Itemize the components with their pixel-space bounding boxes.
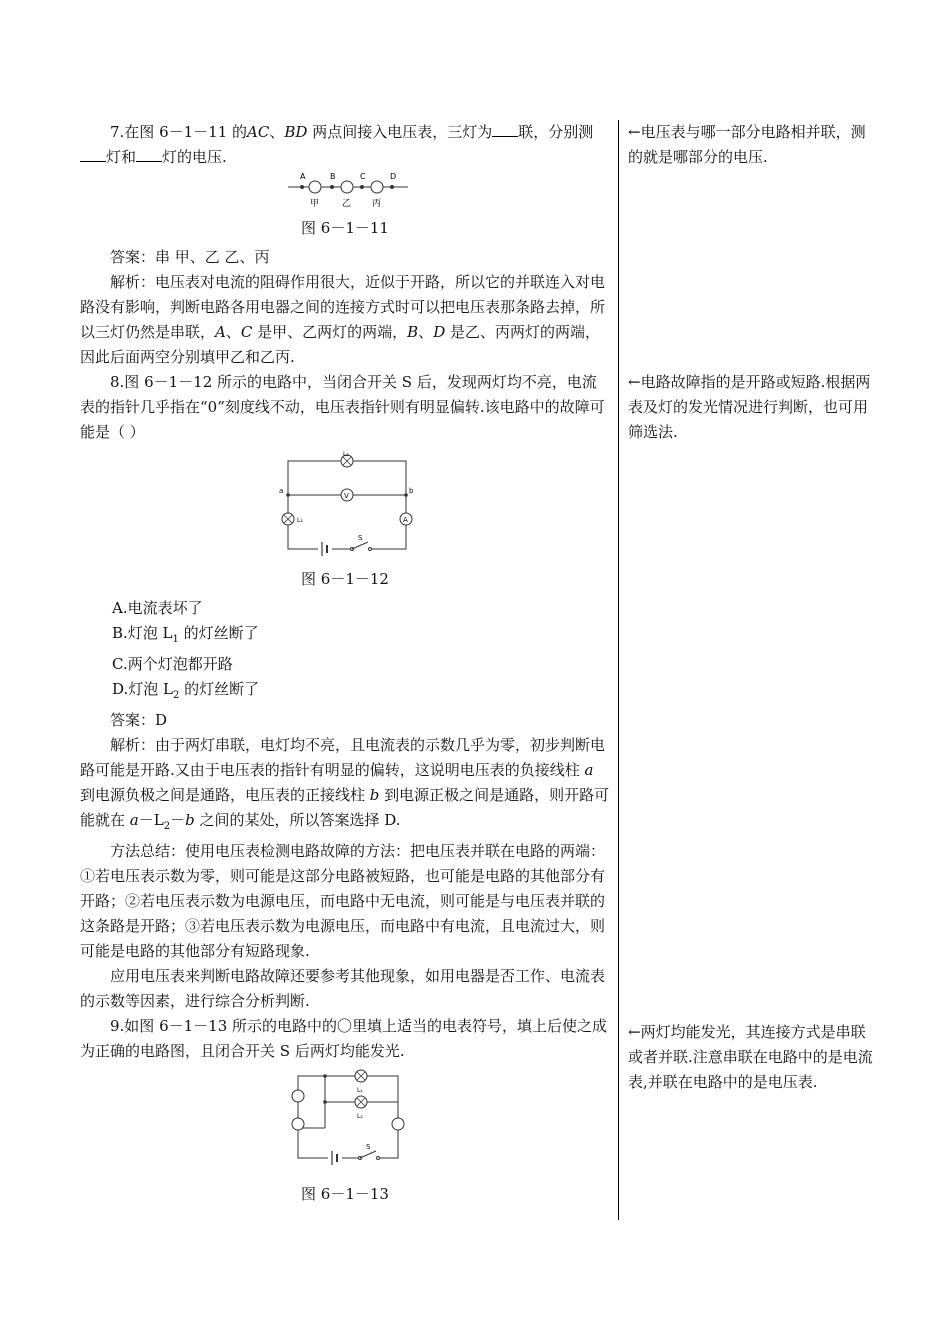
q8-answer: 答案：D: [110, 711, 168, 729]
fig12-label-l1: L₁: [297, 517, 303, 524]
q7-analysis: 解析：电压表对电流的阻碍作用很大，近似于开路，所以它的并联连入对电路没有影响，判断电路各用电器之间的连接方式时可以把电压表那条路去掉，所以三灯仍然是串联，A、C 是甲、乙两灯的两端，B、D 是乙、丙两灯的两端，因此后面两空分别填甲乙和乙丙.: [80, 273, 606, 366]
q9-question: 9.如图 6－1－13 所示的电路中的〇里填上适当的电表符号，填上后使之成为正确的电路图，且闭合开关 S 后两灯均能发光.: [80, 1017, 608, 1060]
q8-application-note: 应用电压表来判断电路故障还要参考其他现象，如用电器是否工作、电流表的示数等因素，进行综合分析判断.: [80, 967, 606, 1010]
q8-option-c[interactable]: C.两个灯泡都开路: [112, 655, 233, 673]
figure-6-1-13-caption: 图 6－1－13: [301, 1185, 389, 1203]
q8-method-summary: 方法总结：使用电压表检测电路故障的方法：把电压表并联在电路的两端：①若电压表示数为零，则可能是这部分电路被短路，也可能是电路的其他部分有开路；②若电压表示数为电源电压，而电路中无电流，则可能是与电压表并联的这条路是开路；③若电压表示数为电源电压，而电路中有电流，且电流过大，则可能是电路的其他部分有短路现象.: [80, 842, 606, 960]
q8-option-b[interactable]: B.灯泡 $L_1$ 的灯丝断了: [112, 624, 259, 645]
fig12-label-l2: L₂: [343, 451, 349, 458]
fig11-lamp-3: 丙: [372, 199, 382, 209]
q7-point-bd: BD: [284, 123, 308, 141]
margin-divider-line: [618, 120, 619, 1220]
fig11-label-a: A: [300, 172, 306, 181]
q7-blank-2[interactable]: [80, 146, 106, 162]
q8-side-note: ←电路故障指的是开路或短路.根据两表及灯的发光情况进行判断，也可用筛选法.: [628, 373, 871, 441]
figure-6-1-12-caption: 图 6－1－12: [301, 570, 389, 588]
q8-analysis: 解析：由于两灯串联，电灯均不亮，且电流表的示数几乎为零，初步判断电路可能是开路.又由于电压表的指针有明显的偏转，这说明电压表的负接线柱 a 到电源负极之间是通路，电压表的正接线柱 b 到电源正极之间是通路，则开路可能就在 $a-L_2-b$ 之间的某处，所以答案选择 D.: [80, 736, 610, 832]
fig13-blank-meter-2: [292, 1118, 304, 1130]
q7-blank-1[interactable]: [492, 121, 518, 137]
fig13-label-l2: L₂: [357, 1113, 363, 1120]
q9-side-note: ←两灯均能发光，其连接方式是串联或者并联.注意串联在电路中的是电流表,并联在电路中的是电压表.: [628, 1023, 873, 1091]
fig12-label-s: S: [358, 534, 363, 542]
fig13-blank-meter-1: [292, 1090, 304, 1102]
q8-option-a[interactable]: A.电流表坏了: [112, 599, 203, 617]
q7-blank-3[interactable]: [136, 146, 162, 162]
fig11-lamp-1: 甲: [310, 199, 320, 209]
main-column: [80, 120, 610, 1211]
fig12-ammeter: A: [403, 516, 408, 524]
fig12-label-b: b: [409, 487, 414, 495]
fig13-label-l1: L₁: [357, 1087, 363, 1094]
fig11-label-b: B: [330, 172, 336, 181]
figure-6-1-12: [270, 451, 420, 561]
figure-6-1-11: [270, 170, 420, 212]
fig13-label-s: S: [366, 1143, 371, 1151]
fig11-label-d: D: [390, 172, 397, 181]
fig11-label-c: C: [360, 172, 366, 181]
q8-question: 8.图 6－1－12 所示的电路中，当闭合开关 S 后，发现两灯均不亮，电流表的指针几乎指在“0”刻度线不动，电压表指针则有明显偏转.该电路中的故障可能是（ ）: [80, 373, 605, 441]
fig12-voltmeter: V: [344, 492, 349, 500]
figure-6-1-11-caption: 图 6－1－11: [301, 219, 389, 237]
fig13-blank-meter-3: [392, 1118, 404, 1130]
fig12-label-a: a: [279, 487, 284, 495]
q7-point-ac: AC: [247, 123, 270, 141]
q8-option-d[interactable]: D.灯泡 $L_2$ 的灯丝断了: [112, 680, 260, 701]
fig11-lamp-2: 乙: [342, 199, 352, 209]
figure-6-1-13: [270, 1068, 420, 1168]
q7-side-note: ←电压表与哪一部分电路相并联，测的就是哪部分的电压.: [628, 123, 866, 166]
q7-question: 7.在图 6－1－11 的AC、BD 两点间接入电压表，三灯为 联，分别测灯和 灯的电压.: [80, 120, 610, 170]
q7-answer: 答案：串 甲、乙 乙、丙: [110, 248, 270, 266]
